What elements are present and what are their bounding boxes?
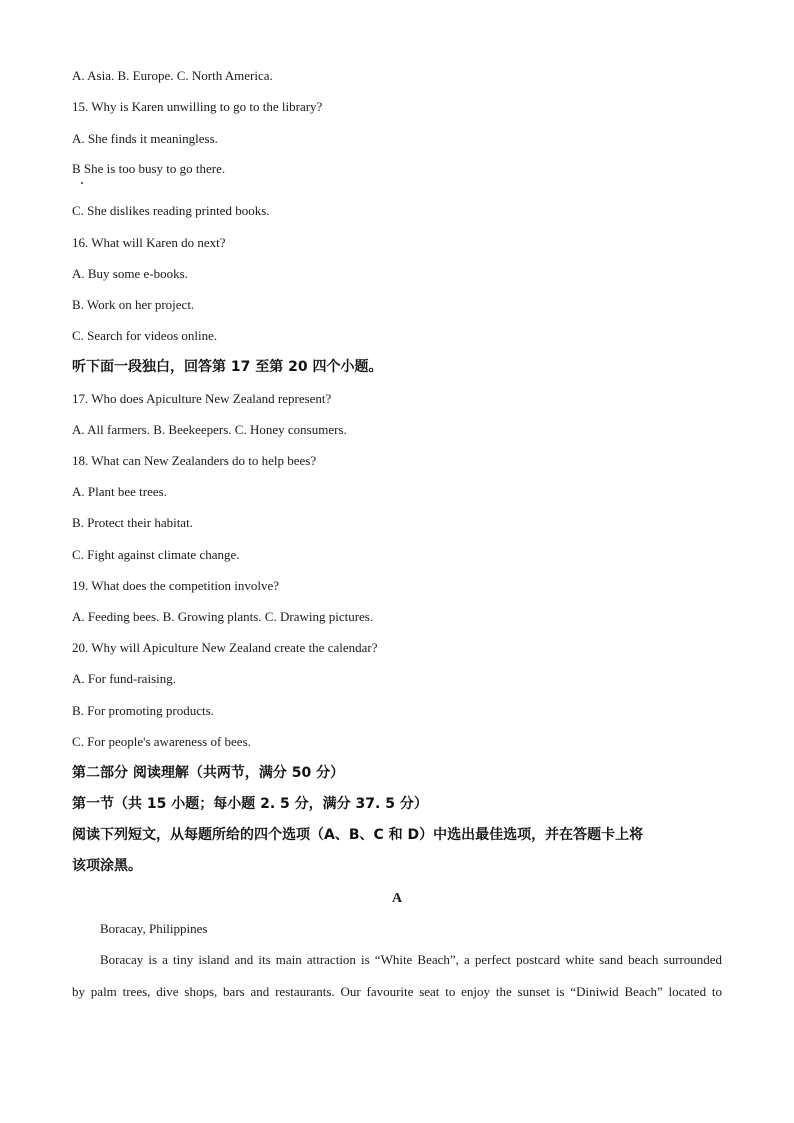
- question-17: 17. Who does Apiculture New Zealand represent?: [72, 391, 332, 406]
- q14-options: A. Asia. B. Europe. C. North America.: [72, 68, 273, 83]
- passage-label-a: A: [391, 891, 403, 906]
- reading-instruction-line1: 阅读下列短文，从每题所给的四个选项（A、B、C 和 D）中选出最佳选项，并在答题卡上将: [72, 827, 644, 843]
- section-one-heading: 第一节（共 15 小题；每小题 2. 5 分，满分 37. 5 分）: [72, 796, 428, 812]
- q15-option-b: B She is too busy to go there.: [72, 161, 226, 176]
- passage-text-line1: Boracay is a tiny island and its main attraction is “White Beach”, a perfect postcard white sand beach surrounded: [100, 952, 722, 967]
- stray-dot: [81, 182, 83, 184]
- question-15: 15. Why is Karen unwilling to go to the library?: [72, 99, 323, 114]
- q15-option-c: C. She dislikes reading printed books.: [72, 203, 270, 218]
- q20-option-a: A. For fund-raising.: [72, 671, 176, 686]
- q19-options: A. Feeding bees. B. Growing plants. C. Drawing pictures.: [72, 609, 374, 624]
- q18-option-b: B. Protect their habitat.: [72, 515, 193, 530]
- section-instruction-monologue: 听下面一段独白，回答第 17 至第 20 四个小题。: [72, 359, 383, 375]
- q17-options: A. All farmers. B. Beekeepers. C. Honey consumers.: [72, 422, 347, 437]
- passage-title: Boracay, Philippines: [100, 921, 208, 936]
- reading-instruction-line2: 该项涂黑。: [72, 858, 142, 874]
- q18-option-c: C. Fight against climate change.: [72, 547, 240, 562]
- passage-text-line2: by palm trees, dive shops, bars and restaurants. Our favourite seat to enjoy the sunset is “Diniwid Beach” located to: [72, 984, 722, 999]
- q20-option-b: B. For promoting products.: [72, 703, 214, 718]
- q16-option-c: C. Search for videos online.: [72, 328, 218, 343]
- q20-option-c: C. For people's awareness of bees.: [72, 734, 251, 749]
- question-18: 18. What can New Zealanders do to help bees?: [72, 453, 317, 468]
- question-19: 19. What does the competition involve?: [72, 578, 279, 593]
- question-20: 20. Why will Apiculture New Zealand create the calendar?: [72, 640, 378, 655]
- part-two-heading: 第二部分 阅读理解（共两节，满分 50 分）: [72, 765, 345, 781]
- q16-option-a: A. Buy some e-books.: [72, 266, 188, 281]
- q16-option-b: B. Work on her project.: [72, 297, 195, 312]
- q18-option-a: A. Plant bee trees.: [72, 484, 167, 499]
- question-16: 16. What will Karen do next?: [72, 235, 226, 250]
- q15-option-a: A. She finds it meaningless.: [72, 131, 218, 146]
